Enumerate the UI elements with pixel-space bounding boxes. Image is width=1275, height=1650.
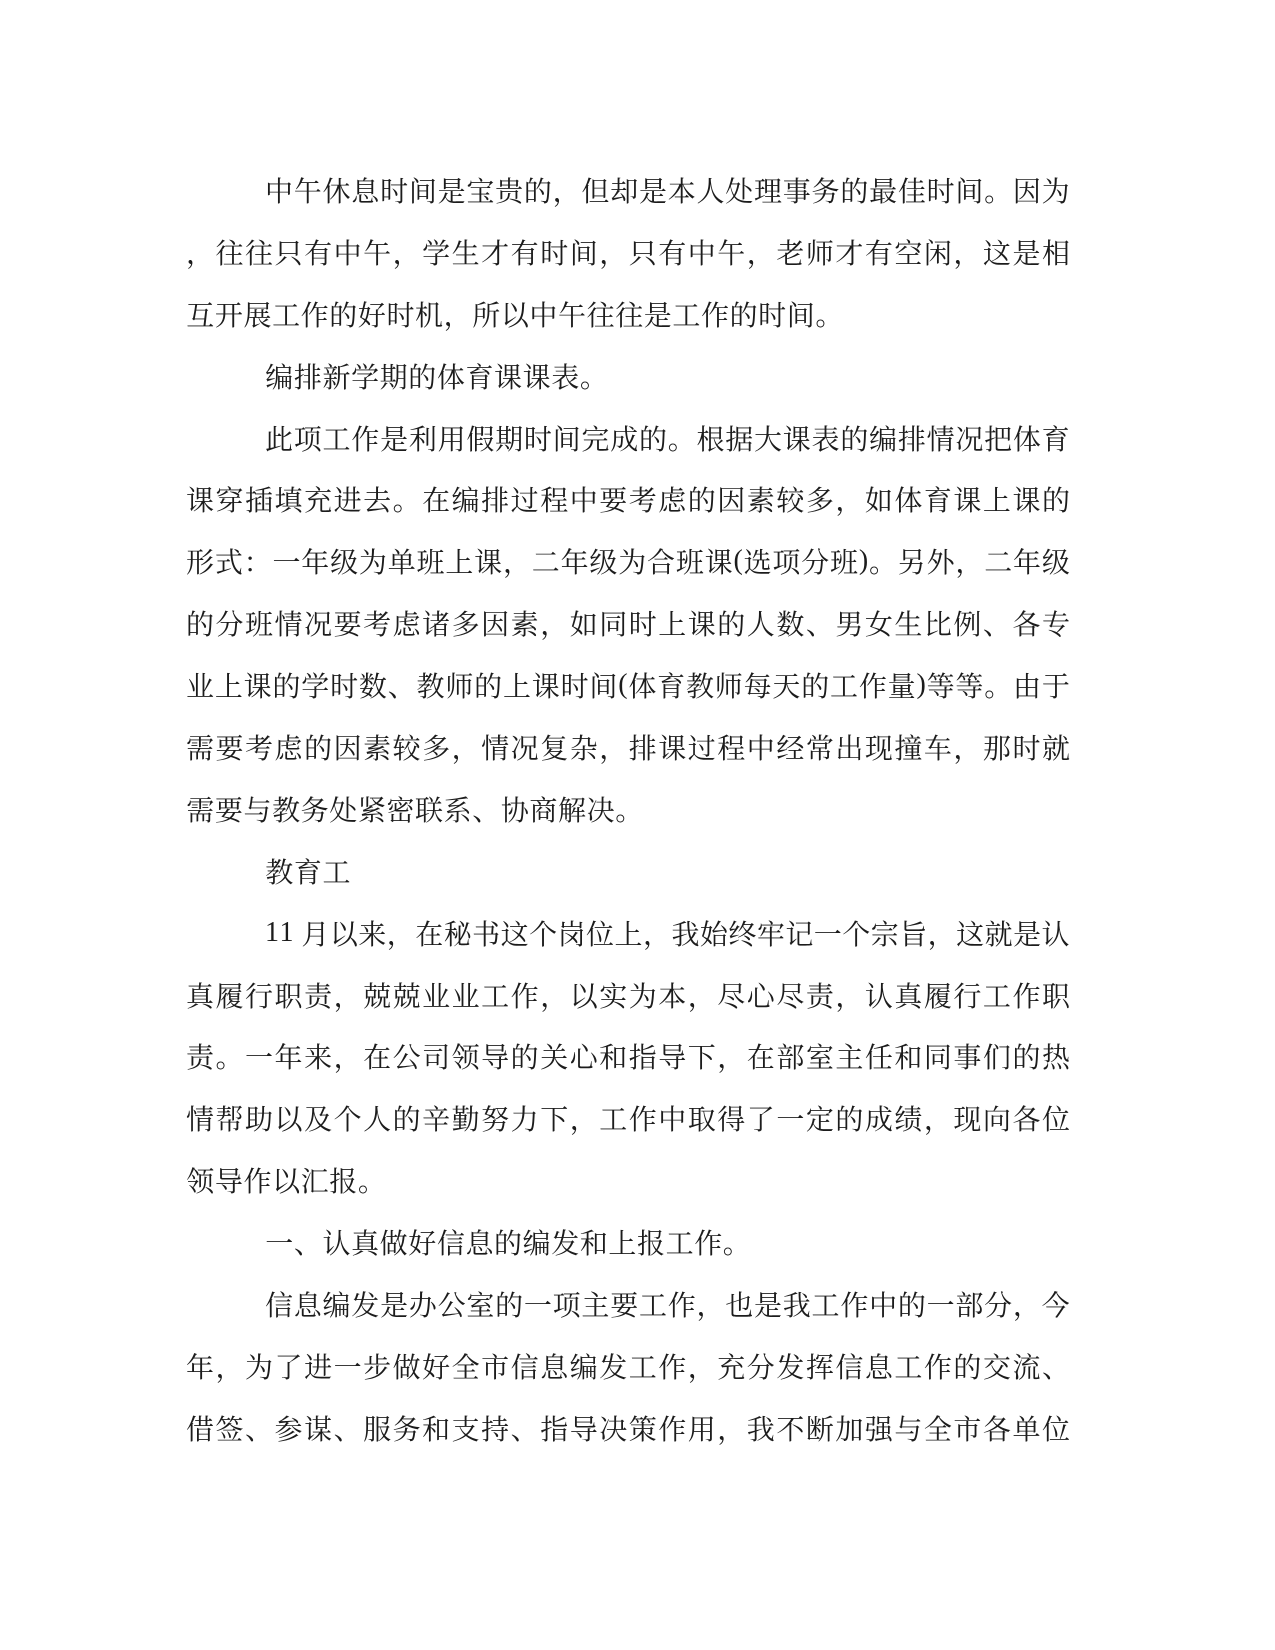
text-line: 需 要 考 虑 的 因 素 较 多 ， 情 况 复 杂 ， 排 课 过 程 中 经 常 出 现 撞 车 ， 那 时 就 [186, 733, 1070, 765]
text-line: 信 息 编 发 是 办 公 室 的 一 项 主 要 工 作 ， 也 是 我 工 作 中 的 一 部 分 ， 今 [265, 1290, 1070, 1322]
text-line: 中 午 休 息 时 间 是 宝 贵 的 ， 但 却 是 本 人 处 理 事 务 的 最 佳 时 间 。 因 为 [265, 176, 1070, 208]
text-line: 情 帮 助 以 及 个 人 的 辛 勤 努 力 下 ， 工 作 中 取 得 了 一 定 的 成 绩 ， 现 向 各 位 [186, 1105, 1070, 1137]
text-line: 业 上 课 的 学 时 数 、 教 师 的 上 课 时 间 ( 体 育 教 师 每 天 的 工 作 量 ) 等 等 。 由 于 [186, 669, 1070, 704]
document-body [186, 159, 1070, 1459]
paragraph [186, 1273, 1070, 1459]
text-line: 需 要 与 教 务 处 紧 密 联 系 、 协 商 解 决 。 [186, 795, 644, 827]
text-line: 年 ， 为 了 进 一 步 做 好 全 市 信 息 编 发 工 作 ， 充 分 发 挥 信 息 工 作 的 交 流 、 [186, 1352, 1070, 1384]
text-line: 的 分 班 情 况 要 考 虑 诸 多 因 素 ， 如 同 时 上 课 的 人 数 、 男 女 生 比 例 、 各 专 [186, 610, 1070, 642]
paragraph [186, 159, 1070, 345]
text-line: 责 。 一 年 来 ， 在 公 司 领 导 的 关 心 和 指 导 下 ， 在 部 室 主 任 和 同 事 们 的 热 [186, 1043, 1070, 1075]
paragraph [186, 345, 1070, 407]
text-line: 领 导 作 以 汇 报 。 [186, 1167, 386, 1199]
text-line: 互 开 展 工 作 的 好 时 机 ， 所 以 中 午 往 往 是 工 作 的 时 间 。 [186, 300, 844, 332]
text-line: 教 育 工 [265, 857, 351, 889]
text-line: 真 履 行 职 责 ， 兢 兢 业 业 工 作 ， 以 实 为 本 ， 尽 心 尽 责 ， 认 真 履 行 工 作 职 [186, 981, 1070, 1013]
text-line: 借 签 、 参 谋 、 服 务 和 支 持 、 指 导 决 策 作 用 ， 我 不 断 加 强 与 全 市 各 单 位 [186, 1414, 1070, 1446]
text-line: 一 、 认 真 做 好 信 息 的 编 发 和 上 报 工 作 。 [265, 1229, 751, 1261]
text-line: ， 往 往 只 有 中 午 ， 学 生 才 有 时 间 ， 只 有 中 午 ， 老 师 才 有 空 闲 ， 这 是 相 [186, 238, 1070, 270]
text-line: 形 式 ： 一 年 级 为 单 班 上 课 ， 二 年 级 为 合 班 课 ( 选 项 分 班 ) 。 另 外 ， 二 年 级 [186, 545, 1070, 580]
text-line: 1 1 月 以 来 ， 在 秘 书 这 个 岗 位 上 ， 我 始 终 牢 记 一 个 宗 旨 ， 这 就 是 认 [265, 916, 1070, 951]
text-line: 此 项 工 作 是 利 用 假 期 时 间 完 成 的 。 根 据 大 课 表 的 编 排 情 况 把 体 育 [265, 424, 1070, 456]
paragraph [186, 1211, 1070, 1273]
text-line: 编 排 新 学 期 的 体 育 课 课 表 。 [265, 362, 608, 394]
paragraph [186, 902, 1070, 1211]
text-line: 课 穿 插 填 充 进 去 。 在 编 排 过 程 中 要 考 虑 的 因 素 较 多 ， 如 体 育 课 上 课 的 [186, 486, 1070, 518]
paragraph [186, 407, 1070, 840]
paragraph [186, 840, 1070, 902]
